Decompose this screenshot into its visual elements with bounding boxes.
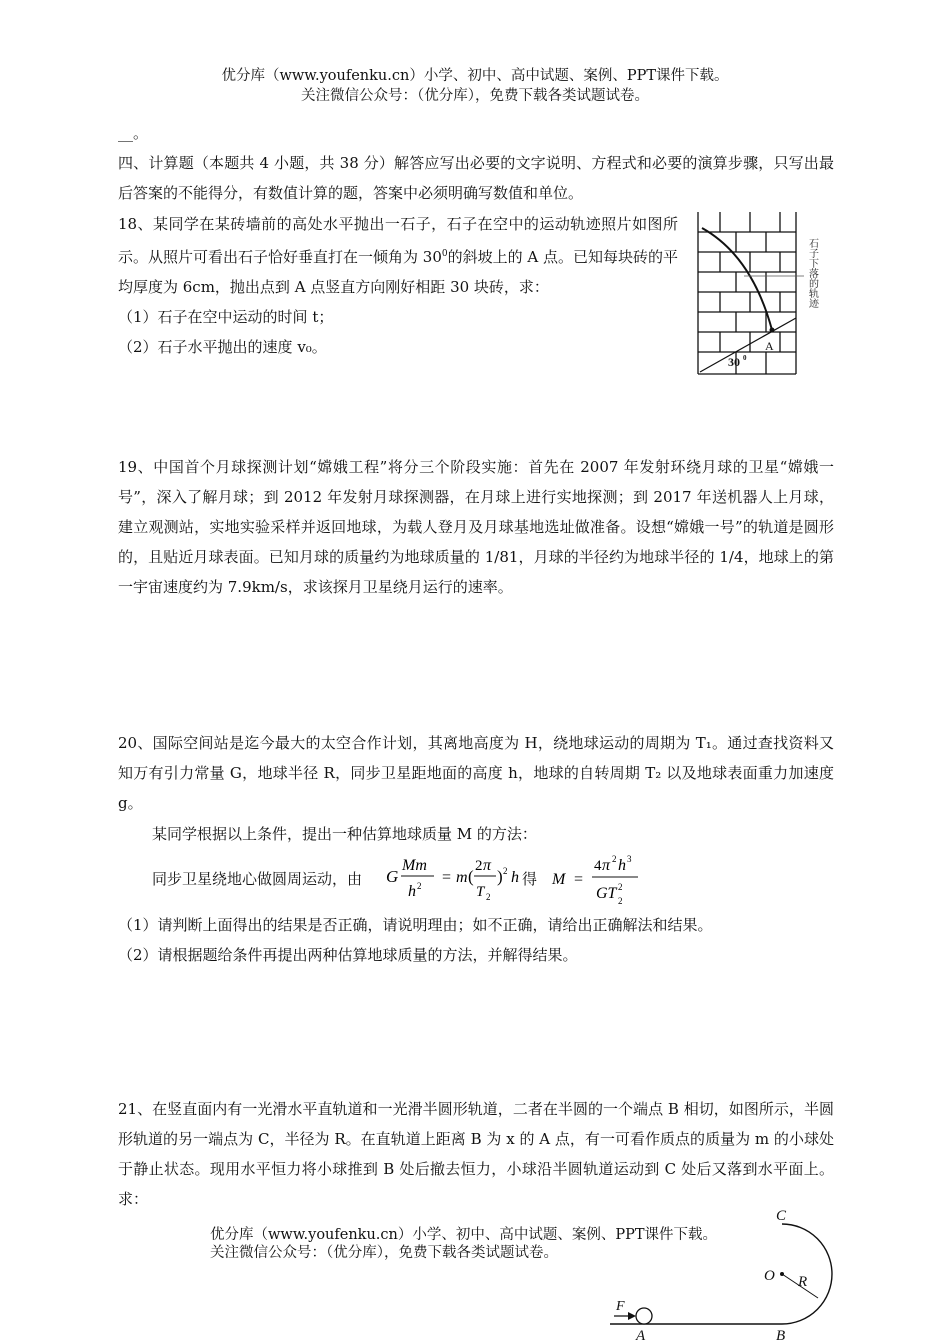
question-19 [118,452,834,602]
label-o: O [764,1268,775,1284]
svg-text:=: = [574,871,584,888]
ball [636,1308,652,1324]
svg-text:(: ( [468,867,474,886]
q18-figure [694,208,834,378]
q18-text [118,209,678,302]
brick-wall [698,212,796,374]
force-arrow-head [628,1312,636,1320]
angle-label: 30 [728,355,740,369]
svg-text:2: 2 [417,881,422,891]
svg-text:3: 3 [627,854,632,864]
q18-text-sup: 0 [441,249,448,259]
q20-sub1: （1）请判断上面得出的结果是否正确，请说明理由；如不正确，请给出正确解法和结果。 [118,916,713,934]
svg-text:T: T [476,884,485,900]
svg-text:M: M [552,871,566,888]
question-20 [118,728,834,849]
q21-text: 21、在竖直面内有一光滑水平直轨道和一光滑半圆形轨道，二者在半圆的一个端点 B 相切，如图所示，半圆形轨道的另一端点为 C，半径为 R。在直轨道上距离 B 为 x 的 A 点，有一可看作质点的质量为 m 的小球处于静止状态。现用水平恒力将小球推到 B 处后撤去恒力，小球沿半圆轨道运动到 C 处后又落到水平面上。求： [118,1100,834,1208]
q18-sub2: （2）石子水平抛出的速度 v₀。 [118,338,327,356]
q18-sub1: （1）石子在空中运动的时间 t； [118,308,334,326]
q20-sub2: （2）请根据题给条件再提出两种估算地球质量的方法，并解得结果。 [118,946,578,964]
section4-heading [118,148,834,208]
point-a-label: A [765,339,774,353]
svg-text:2: 2 [618,882,623,892]
svg-text:=: = [442,869,452,886]
q18-text1: 18、某同学在某砖墙前的高处水平抛出一石子，石子在空中的运动轨迹照片如图所示。从照片可看出石子恰好垂直打在一倾角为 30 [118,215,678,266]
question-21 [118,1094,834,1214]
svg-text:Mm: Mm [402,857,427,874]
svg-text:h: h [511,869,519,886]
footer-line-2: 关注微信公众号：（优分库），免费下载各类试题试卷。 [210,1245,558,1261]
q18-text2: 的斜坡上的 A 点。已知每块砖的平均厚度为 6cm，抛出点到 A 点竖直方向刚好相距 30 块砖，求： [118,248,678,296]
svg-text:): ) [497,867,503,886]
svg-text:2: 2 [503,866,508,876]
svg-text:4: 4 [594,858,602,874]
q20-method-intro: 某同学根据以上条件，提出一种估算地球质量 M 的方法： [152,825,537,843]
formula-mid: 得 [522,870,538,888]
label-b: B [776,1328,786,1344]
q20-text: 20、国际空间站是迄今最大的太空合作计划，其离地高度为 H，绕地球运动的周期为 T₁。通过查找资料又知万有引力常量 G，地球半径 R，同步卫星距地面的高度 h，地球的自转周期 T₂ 以及地球表面重力加速度 g。 [118,734,834,812]
svg-text:2: 2 [486,892,491,902]
side-label: 石子下落的轨迹 [806,238,818,308]
q21-figure [606,1206,836,1344]
svg-text:π: π [602,857,611,874]
svg-text:G: G [386,867,399,886]
label-c: C [776,1208,787,1224]
footer [210,1226,718,1262]
point-a-dot [770,328,775,333]
q20-subquestions [118,910,834,970]
header-line-2: 关注微信公众号：（优分库），免费下载各类试题试卷。 [301,88,649,104]
header-line-1: 优分库（www.youfenku.cn）小学、初中、高中试题、案例、PPT课件下载。 [221,68,729,84]
svg-text:h: h [408,883,416,900]
label-f: F [616,1299,625,1314]
leading-dash: __。 [118,124,149,142]
svg-text:h: h [618,857,626,874]
formula-result-svg [552,852,662,908]
angle-degree-sup: 0 [743,354,747,362]
svg-text:π: π [483,857,492,874]
question-18 [118,209,678,362]
footer-line-1: 优分库（www.youfenku.cn）小学、初中、高中试题、案例、PPT课件下载。 [210,1227,718,1243]
svg-text:m: m [456,869,468,886]
svg-text:GT: GT [596,885,617,902]
label-a: A [636,1328,646,1344]
q19-text: 19、中国首个月球探测计划“嫦娥工程”将分三个阶段实施：首先在 2007 年发射环绕月球的卫星“嫦娥一号”，深入了解月球；到 2012 年发射月球探测器，在月球上进行实地探测；到 2017 年送机器人上月球，建立观测站，实地实验采样并返回地球，为载人登月及月球基地选址做准备。设想“嫦娥一号”的轨道是圆形的，且贴近月球表面。已知月球的质量约为地球质量的 1/81，月球的半径约为地球半径的 1/4，地球上的第一宇宙速度约为 7.9km/s，求该探月卫星绕月运行的速率。 [118,458,834,596]
svg-text:2: 2 [618,896,623,906]
trajectory-curve [702,228,772,330]
formula-prefix: 同步卫星绕地心做圆周运动，由 [152,870,363,888]
svg-text:2: 2 [612,854,617,864]
slope-line [700,318,796,372]
svg-text:2: 2 [475,858,483,874]
section4-heading-text: 四、计算题（本题共 4 小题，共 38 分）解答应写出必要的文字说明、方程式和必要的演算步骤，只写出最后答案的不能得分，有数值计算的题，答案中必须明确写数值和单位。 [118,154,834,202]
label-r: R [798,1274,808,1290]
